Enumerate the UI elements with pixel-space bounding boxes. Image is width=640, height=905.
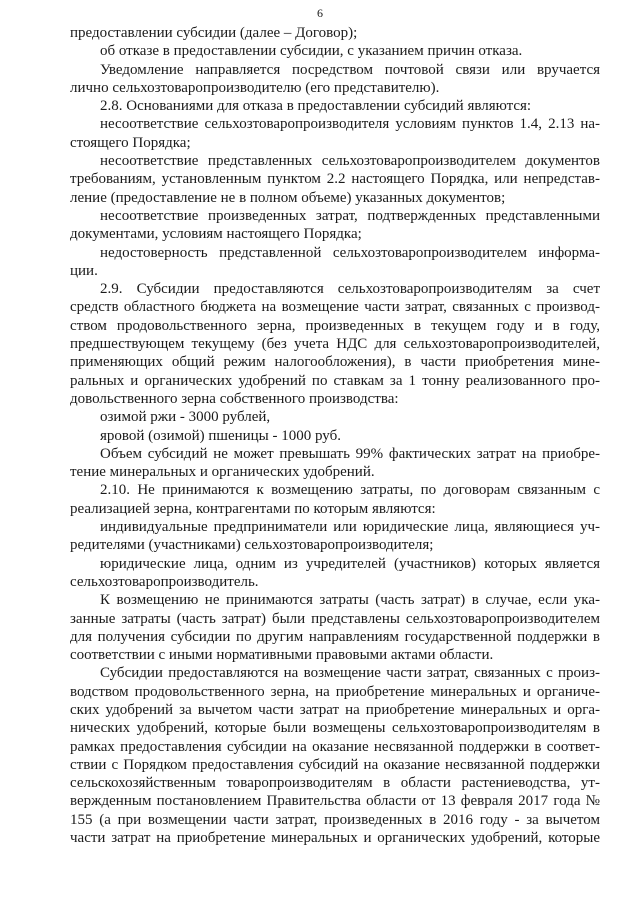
text-line: применяющих общий режим налогообложения), в части приобретения мине- [70,354,600,371]
text-line: Субсидии предоставляются на возмещение части затрат, связанных с произ- [100,665,600,682]
text-line: водством продовольственного зерна, на приобретение минеральных и органиче- [70,683,600,700]
text-line: 2.9. Субсидии предоставляются сельхозтоваропроизводителям за счет [100,281,600,298]
text-line: сельхозтоваропроизводитель. [70,573,259,590]
text-line: соответствии с иными нормативными правовыми актами области. [70,647,494,664]
text-line: предоставлении субсидии (далее – Договор); [70,25,358,41]
text-line: 2.10. Не принимаются к возмещению затраты, по договорам связанным с [100,482,600,499]
text-line: юридические лица, одним из учредителей (участников) которых является [100,555,600,572]
text-line: документами, условиям настоящего Порядка; [70,226,362,243]
text-line: нических удобрений, которые были возмещены сельхозтоваропроизводителям в [70,720,600,737]
text-line: 2.8. Основаниями для отказа в предоставлении субсидий являются: [100,98,532,115]
text-line: стоящего Порядка; [70,134,191,151]
text-line: озимой ржи - 3000 рублей, [100,409,271,426]
text-line: Уведомление направляется посредством почтовой связи или вручается [100,61,600,78]
text-line: ством продовольственного зерна, произведенных в текущем году и в году, [70,317,600,334]
text-line: сельскохозяйственным товаропроизводителям в области растениеводства, ут- [70,775,600,792]
text-line: ление (предоставление не в полном объеме) указанных документов; [70,189,506,206]
text-line: довольственного зерна собственного производства: [70,390,399,407]
text-line: несоответствие сельхозтоваропроизводителя условиям пунктов 1.4, 2.13 на- [100,116,600,133]
text-line: ральных и органических удобрений по ставкам за 1 тонну реализованного про- [70,372,600,389]
text-line: предшествующем текущему (без учета НДС для сельхозтоваропроизводителей, [70,336,600,353]
text-line: несоответствие произведенных затрат, подтвержденных представленными [100,207,600,224]
text-line: ствии с Порядком предоставления субсидий на оказание несвязанной поддержки [70,756,600,773]
text-line: ции. [70,262,98,279]
text-line: занные затраты (часть затрат) были представлены сельхозтоваропроизводителем [70,610,600,627]
text-line: реализацией зерна, контрагентами по которым являются: [70,500,436,517]
text-line: несоответствие представленных сельхозтоваропроизводителем документов [100,153,600,170]
text-line: 155 (а при возмещении части затрат, произведенных в 2016 году - за вычетом [70,811,600,828]
text-line: индивидуальные предприниматели или юридические лица, являющиеся уч- [100,519,600,536]
text-line: К возмещению не принимаются затраты (часть затрат) в случае, если ука- [100,592,600,609]
page-number: 6 [317,6,323,20]
text-line: части затрат на приобретение минеральных и органических удобрений, которые [70,830,600,847]
text-line: ских удобрений за вычетом части затрат на приобретение минеральных и орга- [70,701,600,718]
text-line: вержденным постановлением Правительства области от 13 февраля 2017 года № [70,793,600,810]
text-line: недостоверность представленной сельхозтоваропроизводителем информа- [100,244,600,261]
text-line: рамках предоставления субсидии на оказание несвязанной поддержки в соответ- [70,738,600,755]
document-body [70,24,600,847]
text-line: об отказе в предоставлении субсидии, с указанием причин отказа. [100,43,523,60]
text-line: требованиям, установленным пунктом 2.2 настоящего Порядка, или непредстав- [70,171,600,188]
text-line: яровой (озимой) пшеницы - 1000 руб. [100,427,341,444]
text-line: тение минеральных и органических удобрений. [70,464,375,481]
text-line: средств областного бюджета на возмещение части затрат, связанных с производ- [70,299,600,316]
text-line: лично сельхозтоваропроизводителю (его представителю). [70,79,440,96]
text-line: редителями (участниками) сельхозтоваропроизводителя; [70,537,434,554]
text-line: для получения субсидии по другим направлениям государственной поддержки в [70,628,600,645]
text-line: Объем субсидий не может превышать 99% фактических затрат на приобре- [100,445,600,462]
